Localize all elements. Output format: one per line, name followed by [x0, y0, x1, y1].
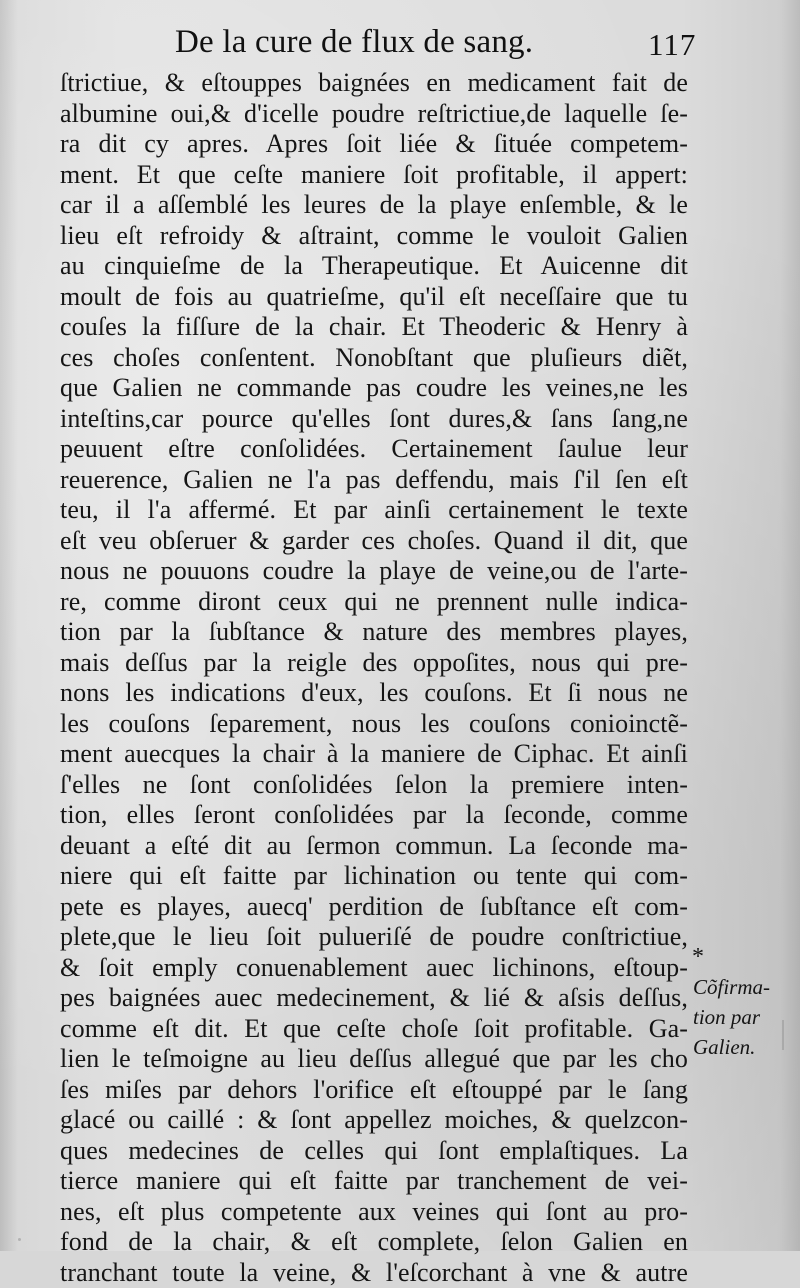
- body-line: peuuent eſtre conſolidées. Certainement ſaulue leur: [60, 434, 688, 465]
- margin-note-line: tion par: [693, 1002, 793, 1032]
- body-line: re, comme diront ceux qui ne prennent nulle indica-: [60, 587, 688, 618]
- scan-speck: [18, 1238, 21, 1241]
- body-line: fond de la chair, & eſt complete, ſelon Galien en: [60, 1227, 688, 1258]
- body-line: eſt veu obſeruer & garder ces choſes. Quand il dit, que: [60, 526, 688, 557]
- body-line: plete,que le lieu ſoit pulueriſé de poudre conſtrictiue,: [60, 922, 688, 953]
- body-line: comme eſt dit. Et que ceſte choſe ſoit profitable. Ga-: [60, 1014, 688, 1045]
- body-line: que Galien ne commande pas coudre les veines,ne les: [60, 373, 688, 404]
- body-line: ſ'elles ne ſont conſolidées ſelon la premiere inten-: [60, 770, 688, 801]
- body-line: ſtrictiue, & eſtouppes baignées en medicament fait de: [60, 68, 688, 99]
- scan-speck: [782, 1020, 784, 1050]
- body-line: ſes miſes par dehors l'orifice eſt eſtouppé par le ſang: [60, 1075, 688, 1106]
- body-line: lien le teſmoigne au lieu deſſus allegué que par les cho: [60, 1044, 688, 1075]
- body-line: pes baignées auec medecinement, & lié & aſsis deſſus,: [60, 983, 688, 1014]
- body-line: moult de fois au quatrieſme, qu'il eſt neceſſaire que tu: [60, 282, 688, 313]
- margin-asterisk: *: [692, 945, 704, 969]
- body-line: ces choſes conſentent. Nonobſtant que pluſieurs diẽt,: [60, 343, 688, 374]
- body-line: reuerence, Galien ne l'a pas deffendu, mais ſ'il ſen eſt: [60, 465, 688, 496]
- page-number: 117: [648, 25, 696, 65]
- margin-note: [693, 972, 793, 1062]
- body-line: tion par la ſubſtance & nature des membres playes,: [60, 617, 688, 648]
- body-line: mais deſſus par la reigle des oppoſites, nous qui pre-: [60, 648, 688, 679]
- body-line: ment auecques la chair à la maniere de Ciphac. Et ainſi: [60, 739, 688, 770]
- running-title: De la cure de flux de sang.: [175, 22, 535, 62]
- margin-note-line: Galien.: [693, 1032, 793, 1062]
- body-line: tranchant toute la veine, & l'eſcorchant à vne & autre: [60, 1258, 688, 1288]
- body-line: albumine oui,& d'icelle poudre reſtrictiue,de laquelle ſe-: [60, 99, 688, 130]
- body-line: ment. Et que ceſte maniere ſoit profitable, il appert:: [60, 160, 688, 191]
- body-line: pete es playes, auecq' perdition de ſubſtance eſt com-: [60, 892, 688, 923]
- body-line: teu, il l'a affermé. Et par ainſi certainement le texte: [60, 495, 688, 526]
- body-line: tierce maniere qui eſt faitte par tranchement de vei-: [60, 1166, 688, 1197]
- body-line: ques medecines de celles qui ſont emplaſtiques. La: [60, 1136, 688, 1167]
- body-line: les couſons ſeparement, nous les couſons conioinctẽ-: [60, 709, 688, 740]
- body-line: tion, elles ſeront conſolidées par la ſeconde, comme: [60, 800, 688, 831]
- body-line: car il a aſſemblé les leures de la playe enſemble, & le: [60, 190, 688, 221]
- margin-note-line: Cõfirma-: [693, 972, 793, 1002]
- body-line: & ſoit emply conuenablement auec lichinons, eſtoup-: [60, 953, 688, 984]
- body-line: niere qui eſt faitte par lichination ou tente qui com-: [60, 861, 688, 892]
- body-line: nons les indications d'eux, les couſons. Et ſi nous ne: [60, 678, 688, 709]
- body-line: nous ne pouuons coudre la playe de veine,ou de l'arte-: [60, 556, 688, 587]
- body-text: [60, 68, 688, 1288]
- body-line: lieu eſt refroidy & aſtraint, comme le vouloit Galien: [60, 221, 688, 252]
- body-line: au cinquieſme de la Therapeutique. Et Auicenne dit: [60, 251, 688, 282]
- body-line: deuant a eſté dit au ſermon commun. La ſeconde ma-: [60, 831, 688, 862]
- body-line: ra dit cy apres. Apres ſoit liée & ſituée competem-: [60, 129, 688, 160]
- body-line: glacé ou caillé : & ſont appellez moiches, & quelzcon-: [60, 1105, 688, 1136]
- body-line: couſes la fiſſure de la chair. Et Theoderic & Henry à: [60, 312, 688, 343]
- body-line: nes, eſt plus competente aux veines qui ſont au pro-: [60, 1197, 688, 1228]
- body-line: inteſtins,car pource qu'elles ſont dures,& ſans ſang,ne: [60, 404, 688, 435]
